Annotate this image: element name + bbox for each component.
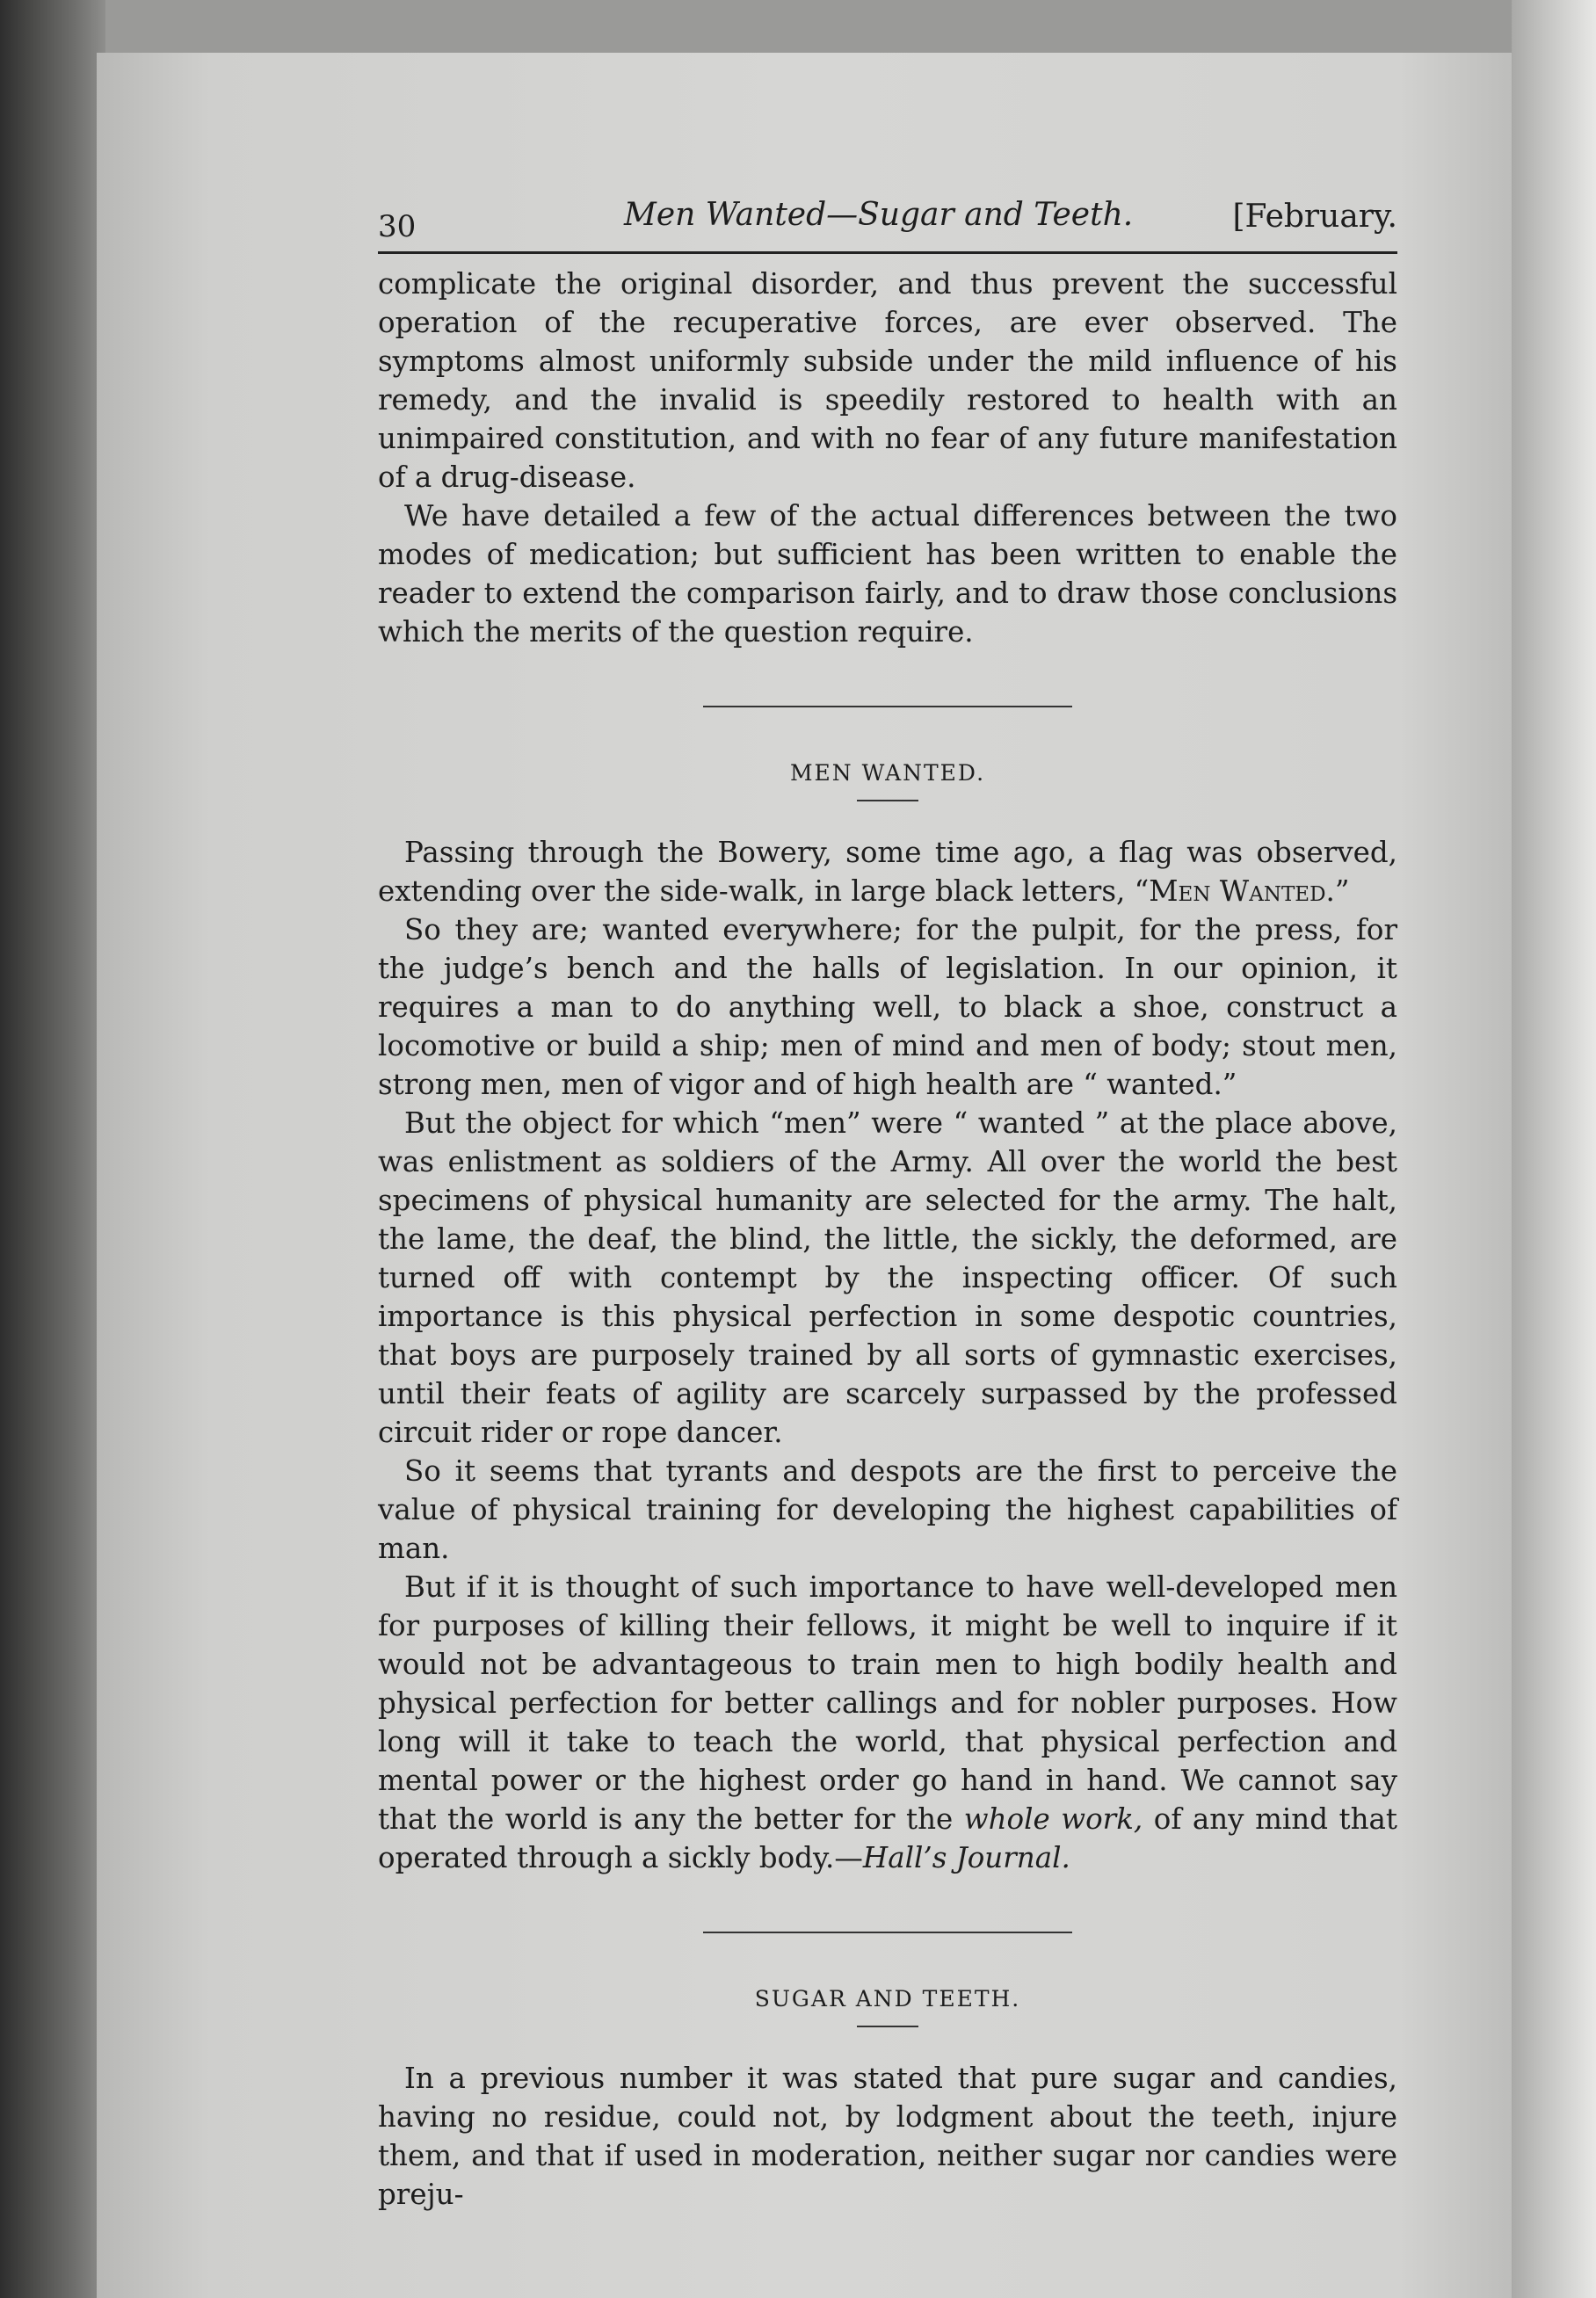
book-binding-shadow — [0, 0, 105, 2298]
article-men-wanted — [378, 833, 1397, 1877]
small-caps-text: Men Wanted — [1149, 874, 1326, 908]
paragraph — [378, 833, 1397, 910]
paragraph: complicate the original disorder, and thus prevent the successful operation of the recuperative forces, are ever observed. The symptoms almost uniformly subside under the mild influence of his remedy, and the invalid is speedily restored to health with an unimpaired constitution, and with no fear of any future manifestation of a drug-disease. — [378, 267, 1397, 494]
section-title-men-wanted: MEN WANTED. — [789, 760, 986, 786]
page-header — [378, 193, 1397, 246]
paragraph: We have detailed a few of the actual differences between the two modes of medication; but sufficient has been written to enable the reader to extend the comparison fairly, and to draw those conclusions which the merits of the question require. — [378, 499, 1397, 649]
paragraph-text: of any mind that operated through a sickly body.— — [378, 1802, 1397, 1874]
paragraph-text: But if it is thought of such importance to have well-developed men for purposes of killing their fellows, it might be well to inquire if it would not be advantageous to train men to high bodily health and physical perfection for better callings and for nobler purposes. How long will it take to teach the world, that physical perfection and mental power or the highest order go hand in hand. We cannot say that the world is any the better for the — [378, 1570, 1397, 1836]
page-number: 30 — [378, 209, 417, 244]
source-citation: Hall’s Journal. — [862, 1841, 1070, 1874]
title-underline — [857, 2026, 918, 2027]
paragraph-text: .” — [1325, 874, 1350, 908]
section-divider — [703, 1932, 1072, 1933]
header-rule — [378, 251, 1397, 254]
title-underline — [857, 800, 918, 801]
paragraph: So it seems that tyrants and despots are the first to perceive the value of physical training for developing the highest capabilities of man. — [378, 1454, 1397, 1565]
header-month: [February. — [1232, 199, 1397, 235]
paragraph — [378, 1568, 1397, 1877]
italic-text: whole work, — [963, 1802, 1143, 1836]
section-divider — [703, 706, 1072, 707]
page-edge — [1512, 0, 1596, 2298]
paragraph: So they are; wanted everywhere; for the pulpit, for the press, for the judge’s bench and the halls of legislation. In our opinion, it requires a man to do anything well, to black a shoe, construct a locomotive or build a ship; men of mind and men of body; stout men, strong men, men of vigor and of high health are “ wanted.” — [378, 913, 1397, 1101]
paragraph: In a previous number it was stated that pure sugar and candies, having no residue, could not, by lodgment about the teeth, injure them, and that if used in moderation, neither sugar nor candies were preju- — [378, 2062, 1397, 2211]
article-sugar-and-teeth — [378, 2059, 1397, 2214]
continued-article — [378, 265, 1397, 651]
paragraph-text: Passing through the Bowery, some time ago, a flag was observed, extending over the side-walk, in large black letters, “ — [378, 836, 1397, 908]
page-content — [378, 193, 1397, 2214]
section-title-sugar-and-teeth: SUGAR AND TEETH. — [754, 1986, 1021, 2012]
running-title: Men Wanted—Sugar and Teeth. — [624, 197, 1134, 233]
paragraph: But the object for which “men” were “ wanted ” at the place above, was enlistment as soldiers of the Army. All over the world the best specimens of physical humanity are selected for the army. The halt, the lame, the deaf, the blind, the little, the sickly, the deformed, are turned off with contempt by the inspecting officer. Of such importance is this physical perfection in some despotic countries, that boys are purposely trained by all sorts of gymnastic exercises, until their feats of agility are scarcely surpassed by the professed circuit rider or rope dancer. — [378, 1106, 1397, 1449]
